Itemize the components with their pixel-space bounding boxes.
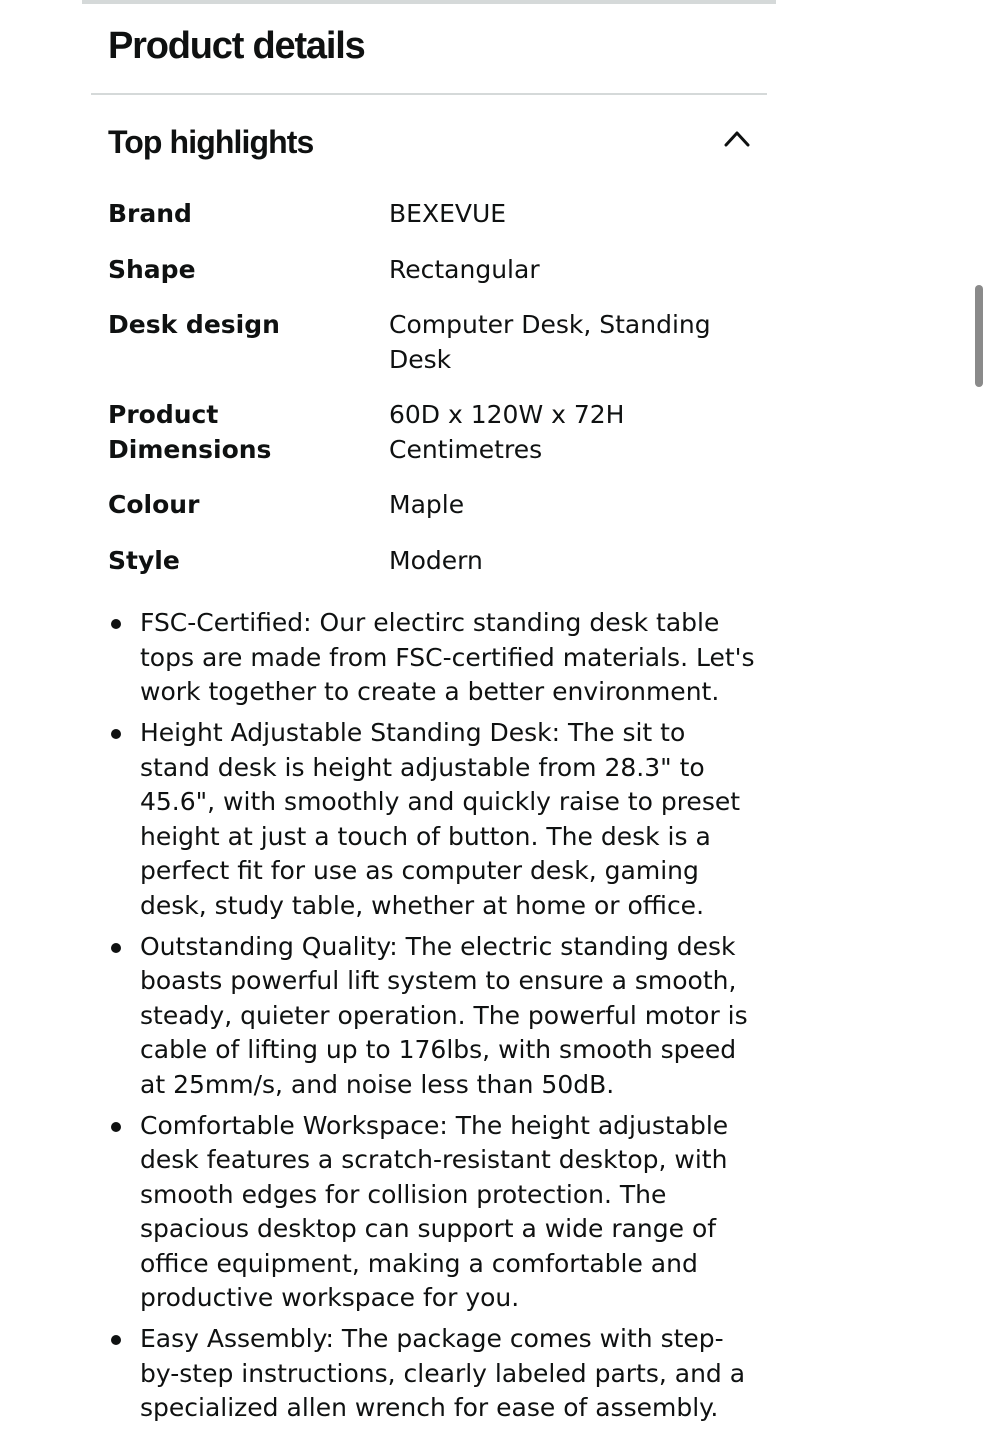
section-title: Product details	[108, 25, 365, 67]
feature-bullet-text: Height Adjustable Standing Desk: The sit to stand desk is height adjustable from 28.3" to 45.6", with smoothly and quickly raise to preset height at just a touch of button. The desk is a perfect fit for use as computer desk, gaming desk, study table, whether at home or office.	[140, 718, 741, 920]
feature-bullet	[108, 716, 756, 923]
spec-row-shape	[108, 253, 758, 288]
spec-value: Modern	[389, 545, 483, 575]
spec-label: Product Dimensions	[108, 400, 272, 464]
top-highlights-title: Top highlights	[108, 124, 314, 160]
spec-label: Desk design	[108, 310, 280, 339]
feature-bullet-text: Comfortable Workspace: The height adjustable desk features a scratch-resistant desktop, with smooth edges for collision protection. The spacious desktop can support a wide range of office equipment, making a comfortable and productive workspace for you.	[140, 1110, 729, 1312]
scrollbar-thumb[interactable]	[975, 285, 983, 387]
chevron-up-icon[interactable]	[724, 129, 750, 147]
spec-value: Maple	[389, 490, 465, 519]
spec-row-colour	[108, 488, 758, 523]
bullet-dot-icon	[111, 619, 121, 629]
spec-row-brand	[108, 197, 758, 232]
top-highlights-toggle[interactable]	[108, 120, 758, 164]
feature-bullet	[108, 930, 756, 1103]
spec-row-product-dimensions	[108, 398, 758, 467]
top-divider	[82, 0, 776, 4]
bullet-dot-icon	[111, 1122, 121, 1132]
highlights-spec-table	[108, 197, 758, 599]
spec-row-style	[108, 544, 758, 579]
spec-label: Shape	[108, 254, 196, 284]
feature-bullet	[108, 1322, 756, 1426]
spec-value: BEXEVUE	[389, 199, 507, 228]
spec-label: Colour	[108, 490, 200, 519]
section-divider	[91, 93, 767, 95]
spec-label: Style	[108, 545, 180, 575]
feature-bullet	[108, 606, 756, 710]
feature-bullet-text: FSC-Certified: Our electirc standing desk table tops are made from FSC-certified materials. Let's work together to create a better environment.	[140, 608, 755, 706]
spec-value: Rectangular	[389, 254, 540, 284]
feature-bullet-text: Easy Assembly: The package comes with step-by-step instructions, clearly labeled parts, and a specialized allen wrench for ease of assembly.	[140, 1324, 746, 1422]
bullet-dot-icon	[111, 943, 121, 953]
spec-value: Computer Desk, Standing Desk	[389, 310, 711, 374]
spec-row-desk-design	[108, 308, 758, 377]
feature-bullet	[108, 1109, 756, 1316]
bullet-dot-icon	[111, 1335, 121, 1345]
spec-label: Brand	[108, 199, 192, 228]
bullet-dot-icon	[111, 729, 121, 739]
feature-bullet-text: Outstanding Quality: The electric standing desk boasts powerful lift system to ensure a smooth, steady, quieter operation. The powerful motor is cable of lifting up to 176lbs, with smooth speed at 25mm/s, and noise less than 50dB.	[140, 931, 748, 1099]
feature-bullet-list	[108, 606, 756, 1432]
spec-value: 60D x 120W x 72H Centimetres	[389, 400, 625, 464]
